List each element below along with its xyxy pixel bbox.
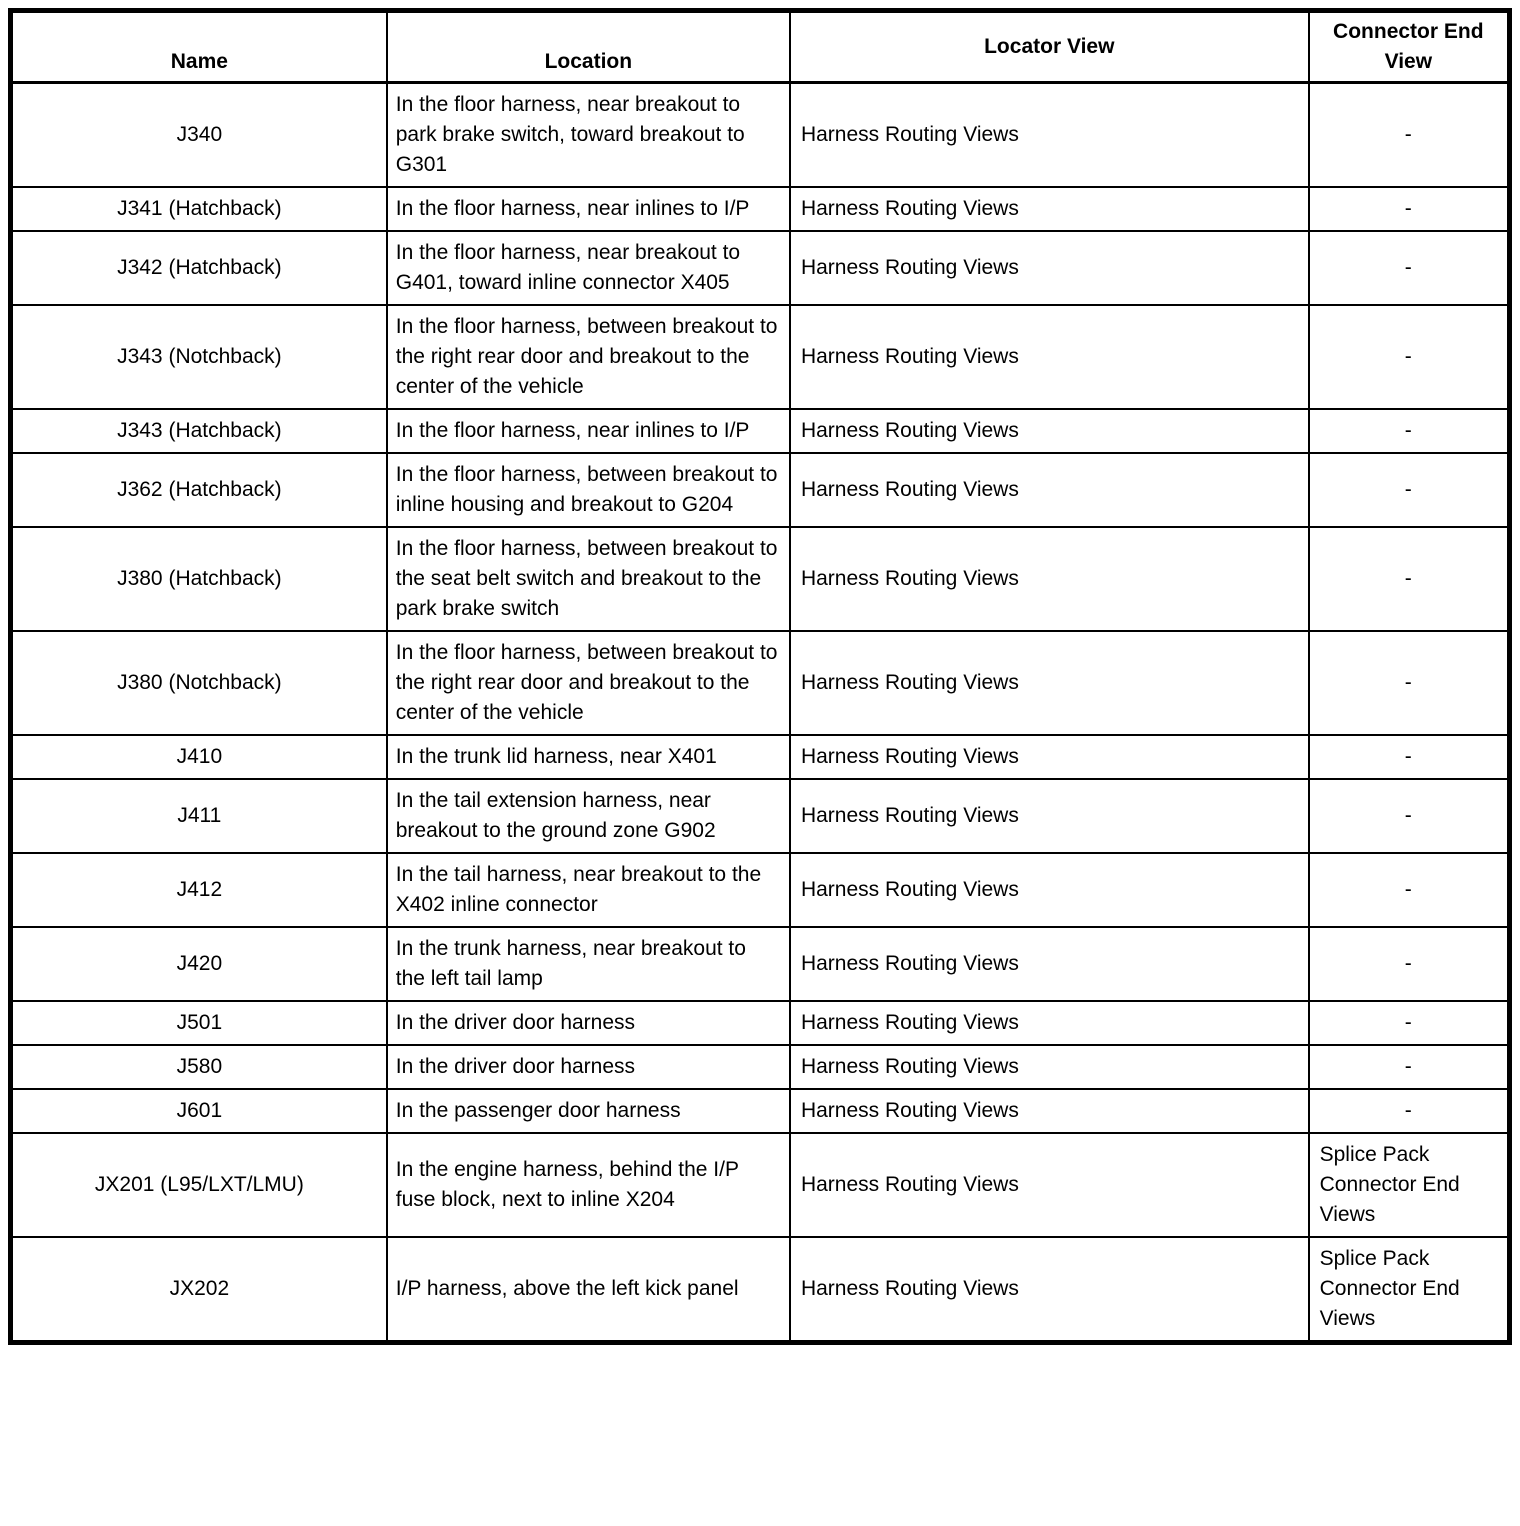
cell-connector-end-view: - bbox=[1309, 1045, 1510, 1089]
table-row bbox=[11, 83, 1510, 188]
cell-locator-view: Harness Routing Views bbox=[790, 453, 1309, 527]
cell-name: J343 (Hatchback) bbox=[11, 409, 387, 453]
cell-name: J601 bbox=[11, 1089, 387, 1133]
table-row bbox=[11, 1045, 1510, 1089]
cell-location: In the tail extension harness, near breakout to the ground zone G902 bbox=[387, 779, 790, 853]
table-row bbox=[11, 453, 1510, 527]
cell-location: In the floor harness, between breakout to the right rear door and breakout to the center of the vehicle bbox=[387, 305, 790, 409]
cell-name: JX202 bbox=[11, 1237, 387, 1343]
cell-name: J580 bbox=[11, 1045, 387, 1089]
cell-location: In the floor harness, between breakout to inline housing and breakout to G204 bbox=[387, 453, 790, 527]
cell-location: In the floor harness, near breakout to park brake switch, toward breakout to G301 bbox=[387, 83, 790, 188]
cell-location: In the driver door harness bbox=[387, 1001, 790, 1045]
cell-connector-end-view: - bbox=[1309, 231, 1510, 305]
cell-name: J412 bbox=[11, 853, 387, 927]
cell-connector-end-view: - bbox=[1309, 1089, 1510, 1133]
table-row bbox=[11, 231, 1510, 305]
connector-location-table bbox=[8, 8, 1512, 1345]
cell-locator-view: Harness Routing Views bbox=[790, 187, 1309, 231]
cell-location: In the trunk harness, near breakout to the left tail lamp bbox=[387, 927, 790, 1001]
table-header bbox=[11, 11, 1510, 83]
cell-connector-end-view: - bbox=[1309, 631, 1510, 735]
cell-connector-end-view: Splice Pack Connector End Views bbox=[1309, 1133, 1510, 1237]
cell-name: JX201 (L95/LXT/LMU) bbox=[11, 1133, 387, 1237]
table-row bbox=[11, 927, 1510, 1001]
cell-locator-view: Harness Routing Views bbox=[790, 83, 1309, 188]
cell-name: J411 bbox=[11, 779, 387, 853]
cell-connector-end-view: - bbox=[1309, 927, 1510, 1001]
cell-location: In the floor harness, between breakout to the seat belt switch and breakout to the park brake switch bbox=[387, 527, 790, 631]
cell-locator-view: Harness Routing Views bbox=[790, 779, 1309, 853]
cell-location: In the floor harness, near breakout to G401, toward inline connector X405 bbox=[387, 231, 790, 305]
table-row bbox=[11, 305, 1510, 409]
cell-name: J342 (Hatchback) bbox=[11, 231, 387, 305]
cell-locator-view: Harness Routing Views bbox=[790, 1237, 1309, 1343]
cell-connector-end-view: - bbox=[1309, 409, 1510, 453]
table-row bbox=[11, 631, 1510, 735]
cell-name: J341 (Hatchback) bbox=[11, 187, 387, 231]
cell-locator-view: Harness Routing Views bbox=[790, 853, 1309, 927]
cell-connector-end-view: - bbox=[1309, 187, 1510, 231]
cell-connector-end-view: - bbox=[1309, 527, 1510, 631]
cell-locator-view: Harness Routing Views bbox=[790, 527, 1309, 631]
cell-locator-view: Harness Routing Views bbox=[790, 305, 1309, 409]
cell-location: In the tail harness, near breakout to the X402 inline connector bbox=[387, 853, 790, 927]
cell-connector-end-view: - bbox=[1309, 453, 1510, 527]
table-row bbox=[11, 409, 1510, 453]
table-row bbox=[11, 1001, 1510, 1045]
cell-name: J380 (Notchback) bbox=[11, 631, 387, 735]
cell-location: In the passenger door harness bbox=[387, 1089, 790, 1133]
table-row bbox=[11, 853, 1510, 927]
cell-location: I/P harness, above the left kick panel bbox=[387, 1237, 790, 1343]
cell-connector-end-view: - bbox=[1309, 735, 1510, 779]
cell-locator-view: Harness Routing Views bbox=[790, 409, 1309, 453]
cell-connector-end-view: - bbox=[1309, 1001, 1510, 1045]
header-row bbox=[11, 11, 1510, 83]
cell-location: In the trunk lid harness, near X401 bbox=[387, 735, 790, 779]
cell-name: J501 bbox=[11, 1001, 387, 1045]
cell-locator-view: Harness Routing Views bbox=[790, 735, 1309, 779]
cell-name: J380 (Hatchback) bbox=[11, 527, 387, 631]
cell-locator-view: Harness Routing Views bbox=[790, 1045, 1309, 1089]
table-row bbox=[11, 735, 1510, 779]
table-row bbox=[11, 1133, 1510, 1237]
cell-connector-end-view: - bbox=[1309, 305, 1510, 409]
cell-locator-view: Harness Routing Views bbox=[790, 1133, 1309, 1237]
table-row bbox=[11, 527, 1510, 631]
cell-locator-view: Harness Routing Views bbox=[790, 1001, 1309, 1045]
cell-location: In the driver door harness bbox=[387, 1045, 790, 1089]
cell-name: J420 bbox=[11, 927, 387, 1001]
cell-connector-end-view: - bbox=[1309, 779, 1510, 853]
cell-locator-view: Harness Routing Views bbox=[790, 631, 1309, 735]
cell-location: In the engine harness, behind the I/P fuse block, next to inline X204 bbox=[387, 1133, 790, 1237]
table-row bbox=[11, 1089, 1510, 1133]
column-header-connector-end-view: Connector End View bbox=[1309, 11, 1510, 83]
cell-location: In the floor harness, near inlines to I/P bbox=[387, 187, 790, 231]
cell-location: In the floor harness, between breakout to the right rear door and breakout to the center of the vehicle bbox=[387, 631, 790, 735]
table-row bbox=[11, 779, 1510, 853]
cell-locator-view: Harness Routing Views bbox=[790, 927, 1309, 1001]
cell-location: In the floor harness, near inlines to I/P bbox=[387, 409, 790, 453]
cell-connector-end-view: Splice Pack Connector End Views bbox=[1309, 1237, 1510, 1343]
cell-connector-end-view: - bbox=[1309, 853, 1510, 927]
cell-locator-view: Harness Routing Views bbox=[790, 1089, 1309, 1133]
table-row bbox=[11, 187, 1510, 231]
column-header-name: Name bbox=[11, 11, 387, 83]
cell-locator-view: Harness Routing Views bbox=[790, 231, 1309, 305]
column-header-locator-view: Locator View bbox=[790, 11, 1309, 83]
table-body bbox=[11, 83, 1510, 1343]
cell-name: J362 (Hatchback) bbox=[11, 453, 387, 527]
cell-connector-end-view: - bbox=[1309, 83, 1510, 188]
column-header-location: Location bbox=[387, 11, 790, 83]
cell-name: J340 bbox=[11, 83, 387, 188]
cell-name: J343 (Notchback) bbox=[11, 305, 387, 409]
table-row bbox=[11, 1237, 1510, 1343]
cell-name: J410 bbox=[11, 735, 387, 779]
